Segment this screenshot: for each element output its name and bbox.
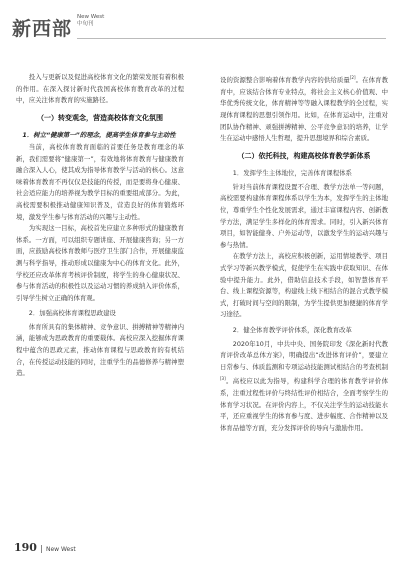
paragraph: 在教学方法上，高校应积极创新，运用情境教学、项目式学习等新兴教学模式，促使学生在实践中获取知识、在体验中提升能力。此外，借助信息技术手段，如智慧体育平台、线上课程资源等，构建线上线下相结合的混合式教学模式，打破时间与空间的限制，为学生提供更加便捷的体育学习途径。 xyxy=(220,252,388,319)
left-column xyxy=(16,72,184,380)
citation-marker: [2] xyxy=(349,75,356,80)
paragraph: 设的资源整合影响着体育教学内容的供给质量[2]。在体育教育中，应该结合体育专业特点，将社会主义核心价值观、中华优秀传统文化，体育精神等等融入课程教学的全过程，实现体育课程的思想引领作用。比如，在体育运动中，注重对团队协作精神、顽强拼搏精神、公平竞争意识的培养，让学生在运动中感悟人生哲理，提升思想境界和综合素质。 xyxy=(220,75,389,143)
logo-issue-label: 中旬刊 xyxy=(77,21,94,27)
footer-divider xyxy=(41,545,42,553)
subsection-heading: 2．健全体育教学评价体系，深化教育改革 xyxy=(232,326,352,334)
footer-magazine-name: New West xyxy=(45,546,76,553)
header-divider xyxy=(77,38,386,39)
paragraph: 针对当前体育课程设置不合理、教学方法单一等问题，高校需要构建体育课程体系以学生为本，发挥学生的主体地位，尊重学生个性化发展需求，通过丰富课程内容、创新教学方法，满足学生多样化的体育需求。同时，引入新兴体育项目，如智能健身、户外运动等，以激发学生的运动兴趣与参与热情。 xyxy=(220,182,388,249)
section-heading: （二）依托科技，构建高校体育教学新体系 xyxy=(237,151,371,160)
paragraph: 当前，高校体育教育面临的首要任务是教育理念的革新，我们需要将“健康第一”，有效地将体育教育与健康教育融合深入人心，使其成为指导体育教学与活动的核心。这意味着体育教育不再仅仅是技能的传授，而是要将身心健康、社会适应能力的培养视为教学目标的重要组成部分。为此，高校需要积极推动健康知识普及，营造良好的体育锻炼环境，激发学生参与体育活动的兴趣与主动性。 xyxy=(16,142,184,221)
subsection-heading: 1．树立“健康第一”的理念，提高学生体育参与主动性 xyxy=(22,131,176,140)
paragraph: 投入与更新以及促进高校体育文化的繁荣发展有着积极的作用。在深入探讨新时代我国高校体育教育改革的过程中，应关注体育教育的实施路径。 xyxy=(16,73,184,105)
right-column xyxy=(220,72,388,434)
subsection-heading: 2．加强高校体育课程思政建设 xyxy=(28,309,116,318)
logo-english-name: New West xyxy=(77,14,105,20)
paragraph: 2020年10月，中共中央、国务院印发《深化新时代教育评价改革总体方案》，明确提出“改进体育评价”，要建立日常参与、体质监测和专项运动技能测试相结合的考查机制[3]。高校应以此为指导，构建科学合理的体育教学评价体系，注重过程性评价与终结性评价相结合，全面考察学生的体育学习状况。在评价内容上，不仅关注学生的运动技能水平，还应重视学生的体育参与度、进步幅度、合作精神以及体育品德等方面，充分发挥评价的导向与激励作用。 xyxy=(220,339,388,432)
magazine-logo-subtitle xyxy=(77,14,104,28)
page-footer xyxy=(14,541,76,554)
subsection-heading: 1．发挥学生主体地位，完善体育课程体系 xyxy=(232,169,352,178)
page-number: 190 xyxy=(14,541,37,554)
page-header xyxy=(0,0,402,64)
section-heading: （一）转变观念，营造高校体育文化氛围 xyxy=(37,113,163,122)
paragraph: 为实现这一目标，高校首先应建立多种形式的健康教育体系。一方面，可以组织专题讲座、开展健康咨询；另一方面，应鼓励高校体育教师与医疗卫生部门合作，开展健康监测与科学指导，推动形成以健康为中心的体育文化。此外，学校还应改革体育考核评价制度，将学生的身心健康状况、参与体育活动的积极性以及运动习惯的养成纳入评价体系，引导学生树立正确的体育观。 xyxy=(16,224,184,302)
magazine-logo: 新西部 xyxy=(12,18,73,40)
citation-marker: [3] xyxy=(220,376,226,382)
paragraph: 体育所具有的集体精神、竞争意识、拼搏精神等精神内涵，能够成为思政教育的重要载体。高校应深入挖掘体育课程中蕴含的思政元素，推动体育课程与思政教育的有机结合，在传授运动技能的同时，注重学生的品德修养与精神塑造。 xyxy=(16,322,184,378)
